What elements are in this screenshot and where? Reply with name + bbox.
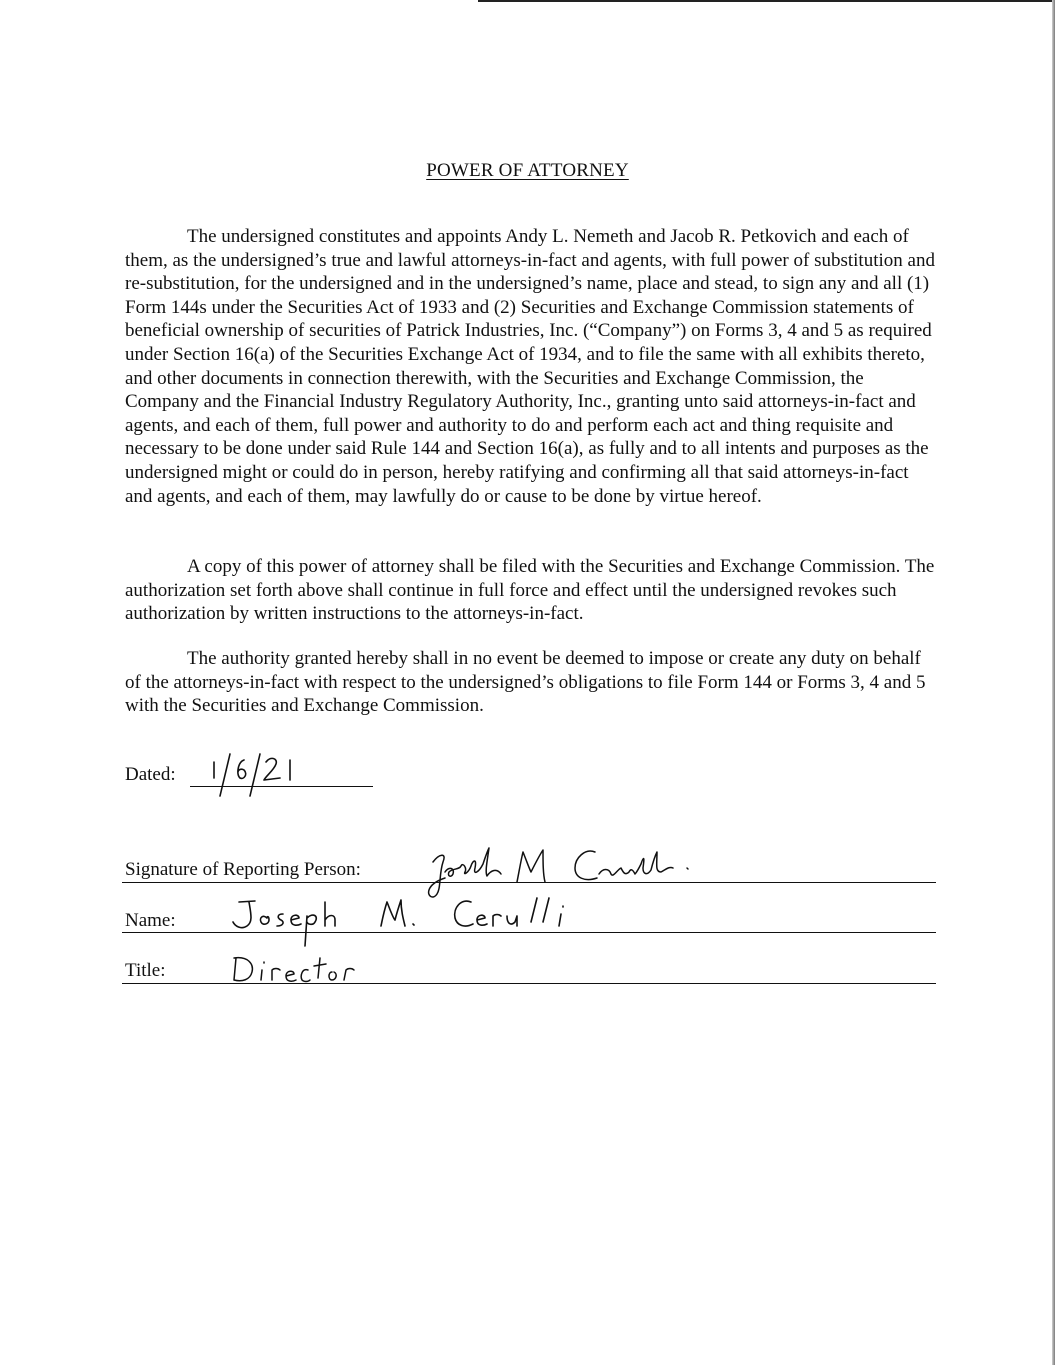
- name-label: Name:: [125, 910, 176, 931]
- handwritten-date: [200, 748, 310, 800]
- paragraph-authority: The authority granted hereby shall in no event be deemed to impose or create any duty on behalf of the attorneys-in-fact with respect to the undersigned’s obligations to file Form 144 or Forms 3, 4 and 5 with the Securities and Exchange Commission.: [125, 648, 926, 717]
- title-label: Title:: [125, 960, 166, 981]
- paragraph-appointment: The undersigned constitutes and appoints Andy L. Nemeth and Jacob R. Petkovich and each of them, as the undersigned’s true and lawful attorneys-in-fact and agents, with full power of substitution and re-substitution, for the undersigned and in the undersigned’s name, place and stead, to sign any and all (1) Form 144s under the Securities Act of 1933 and (2) Securities and Exchange Commission statements of beneficial ownership of securities of Patrick Industries, Inc. (“Company”) on Forms 3, 4 and 5 as required under Section 16(a) of the Securities Exchange Act of 1934, and to file the same with all exhibits thereto, and other documents in connection therewith, with the Securities and Exchange Commission, the Company and the Financial Industry Regulatory Authority, Inc., granting unto said attorneys-in-fact and agents, and each of them, full power and authority to do and perform each act and thing requisite and necessary to be done under said Rule 144 and Section 16(a), as fully and to all intents and purposes as the undersigned might or could do in person, hereby ratifying and confirming all that said attorneys-in-fact and agents, and each of them, may lawfully do or cause to be done by virtue hereof.: [125, 226, 935, 507]
- scan-artifact-top-line: [478, 0, 1055, 2]
- handwritten-title: [228, 948, 358, 988]
- signature-label: Signature of Reporting Person:: [125, 859, 361, 880]
- paragraph-filing: A copy of this power of attorney shall be filed with the Securities and Exchange Commission. The authorization set forth above shall continue in full force and effect until the undersigned revokes such authorization by written instructions to the attorneys-in-fact.: [125, 556, 935, 625]
- dated-label: Dated:: [125, 764, 176, 785]
- document-title: POWER OF ATTORNEY: [426, 160, 629, 181]
- handwritten-name: [225, 892, 585, 954]
